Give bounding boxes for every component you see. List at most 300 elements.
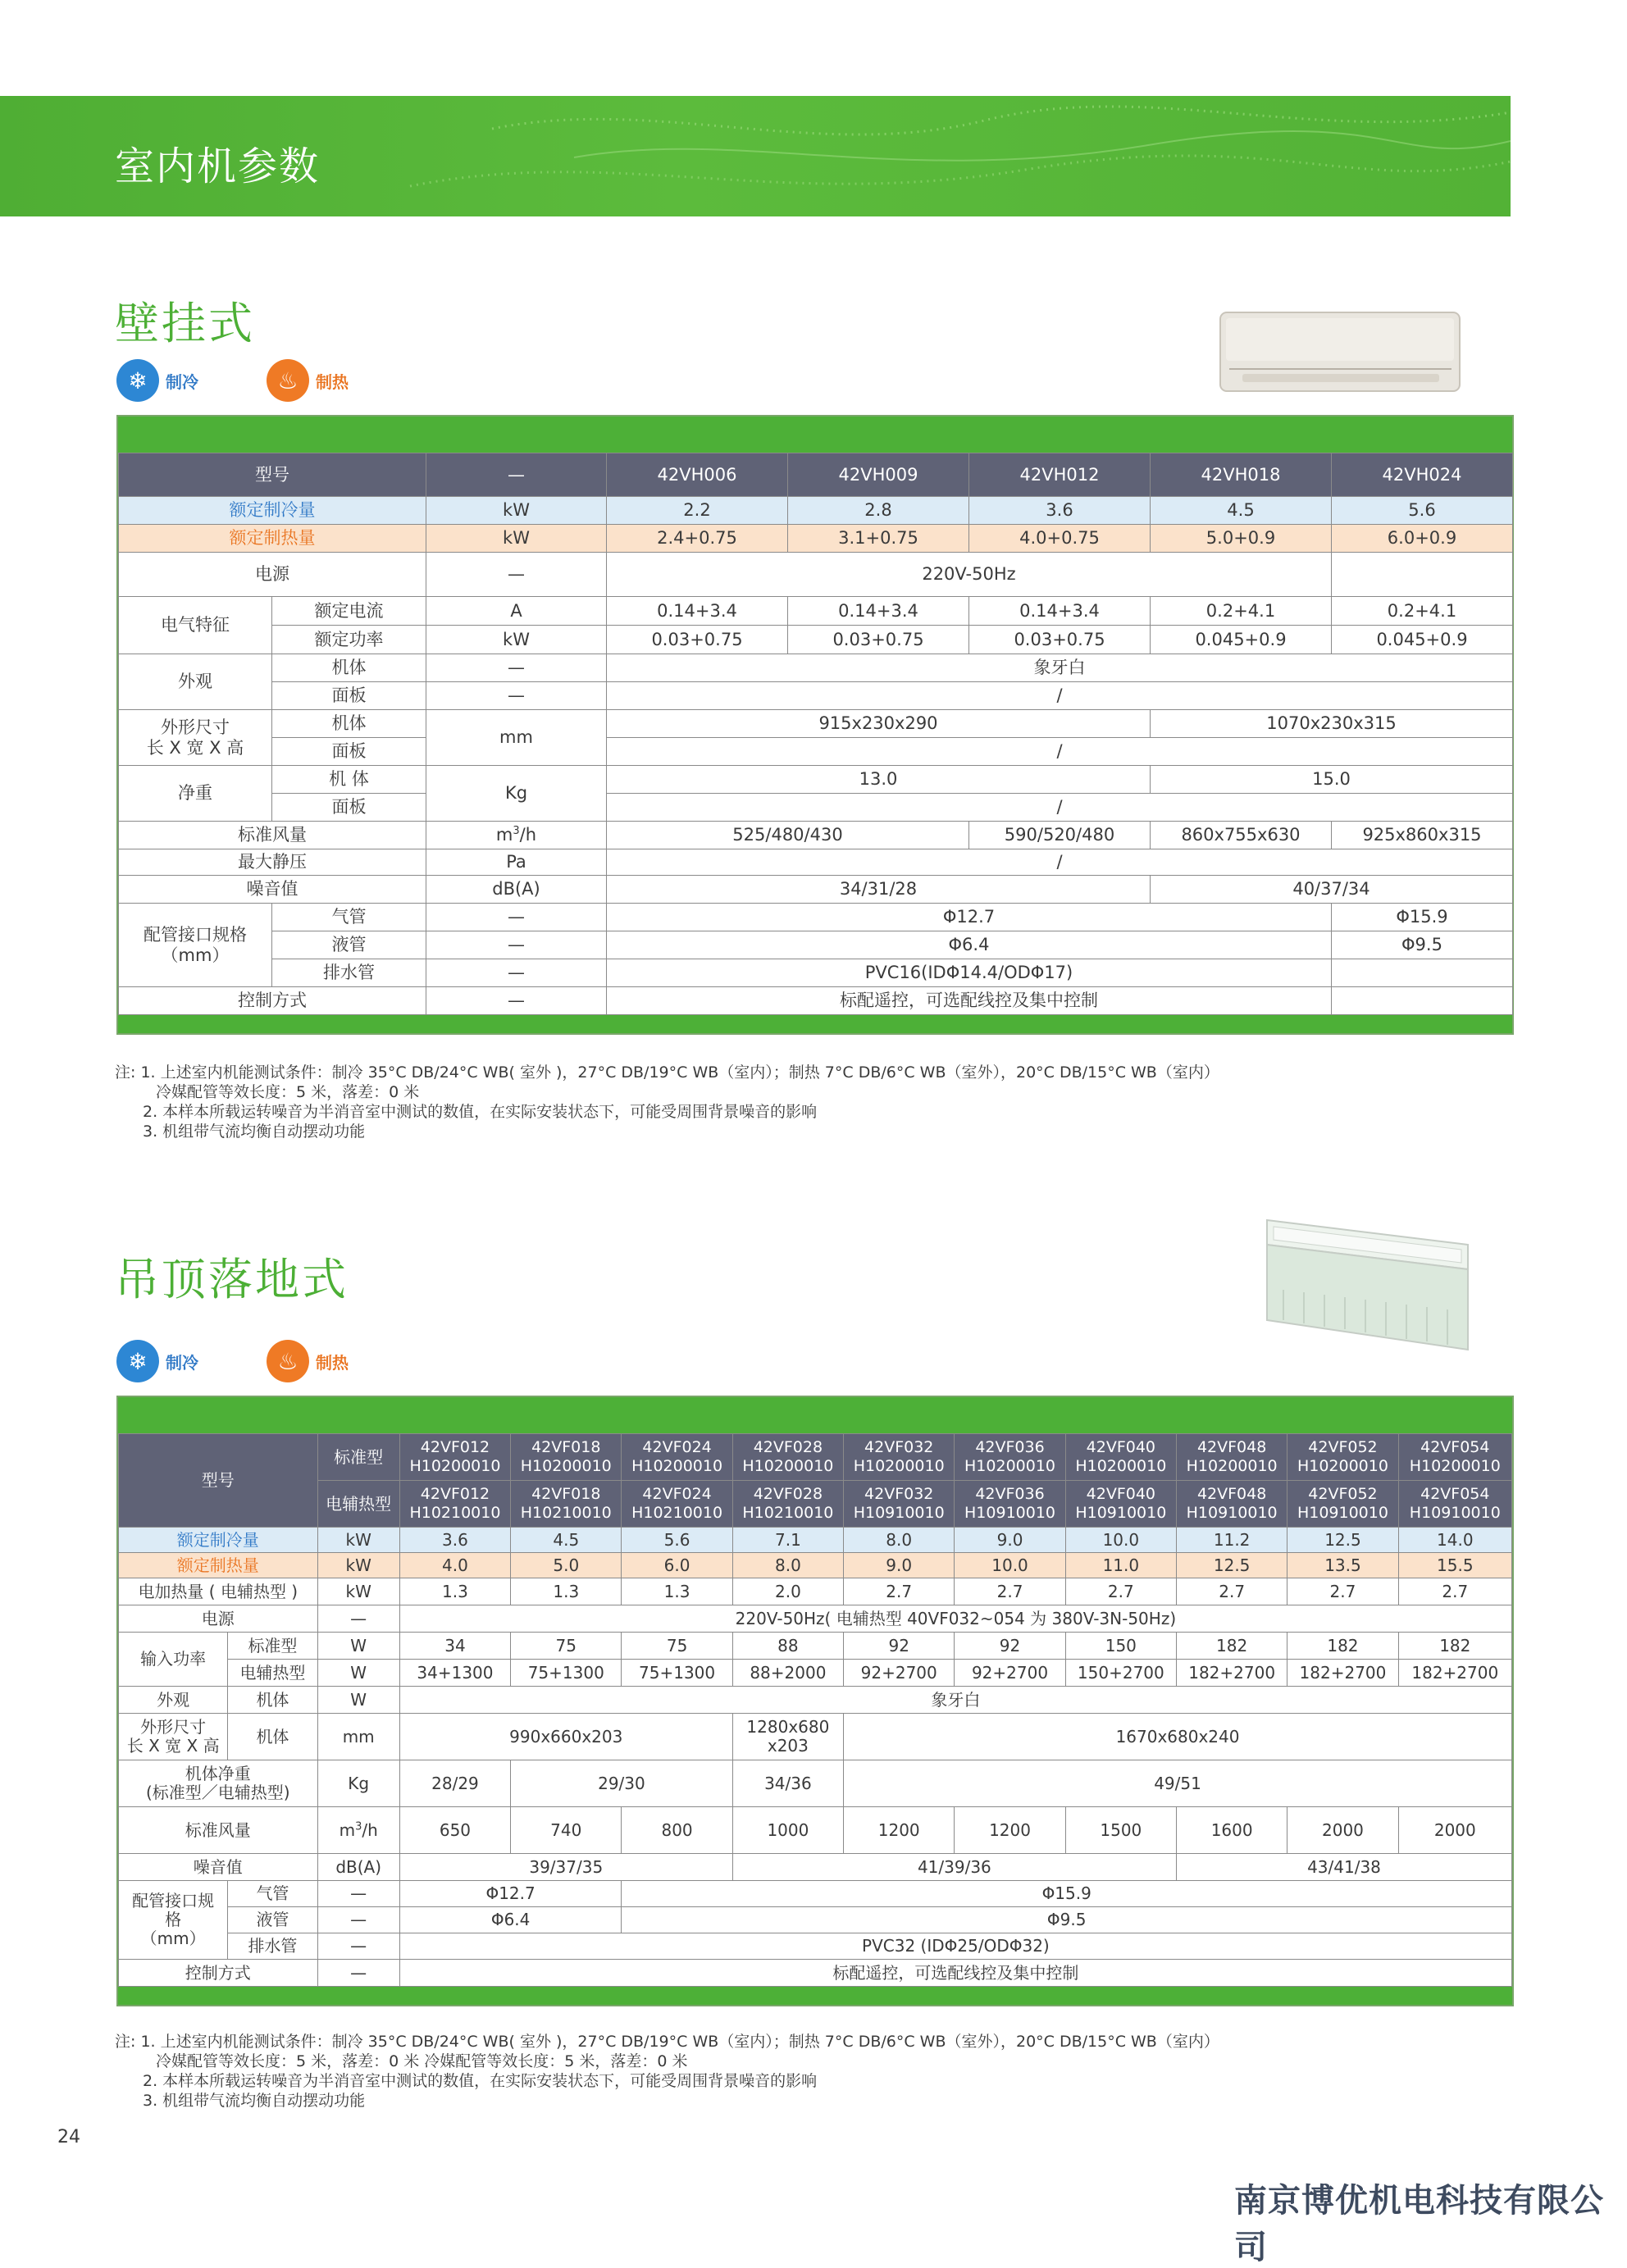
value-cell: 0.14+3.4 [969,597,1151,626]
model-code: 42VF052 [1308,1438,1378,1457]
value-cell: 150 [1065,1633,1176,1660]
model-code: 42VF036 [975,1438,1045,1457]
value-cell: 4.0+0.75 [969,525,1151,553]
wall-unit-image [1218,310,1464,395]
heat-label: 制热 [316,1352,349,1373]
value-cell: 14.0 [1398,1528,1511,1553]
value-cell: Φ15.9 [1332,904,1513,931]
unit-sup: 3 [513,825,520,838]
page-number: 24 [57,2127,80,2147]
value-cell: 11.0 [1065,1553,1176,1578]
row-label-noise: 噪音值 [119,1854,318,1881]
value-cell: 4.5 [511,1528,622,1553]
unit-cell: — [317,1605,399,1633]
note-line: 注: 1. 上述室内机能测试条件：制冷 35°C DB/24°C WB( 室外 )，27°C DB/19°C WB（室内）；制热 7°C DB/6°C WB（室外），20°C DB/15°C WB（室内） [115,1063,1219,1082]
model-variant: H10200010 [742,1457,834,1475]
sub-label: 机 体 [272,766,426,794]
model-cell [1287,1481,1398,1528]
model-cell [399,1481,510,1528]
value-cell: 2.7 [1176,1578,1287,1605]
model-variant: H10210010 [742,1504,834,1522]
row-label-power: 电源 [119,553,426,597]
value-cell: 1600 [1176,1807,1287,1854]
note-line: 2. 本样本所载运转噪音为半消音室中测试的数值，在实际安装状态下，可能受周围背景噪音的影响 [143,2072,818,2090]
value-cell: 标配遥控，可选配线控及集中控制 [399,1960,1511,1987]
value-cell [1332,959,1513,987]
table-row [119,1933,1512,1960]
table-row [119,1660,1512,1687]
value-cell: 75+1300 [511,1660,622,1687]
model-code: 42VF052 [1308,1485,1378,1504]
model-variant: H10200010 [1409,1457,1501,1475]
table-row [119,1760,1512,1807]
row-label-appearance: 外观 [119,1687,228,1714]
size-label-line1: 外形尺寸 [140,1717,207,1737]
value-cell: 9.0 [844,1553,955,1578]
model-cell [1065,1481,1176,1528]
unit-cell: — [317,1933,399,1960]
value-cell: 1670x680x240 [844,1714,1512,1760]
size-v2-line2: x203 [767,1736,809,1756]
size-label-line1: 外形尺寸 [161,717,230,738]
model-code: 42VF012 [420,1485,490,1504]
model-cell [1176,1434,1287,1481]
snowflake-icon: ❄ [116,359,159,402]
value-cell: 92+2700 [955,1660,1065,1687]
value-cell: 182 [1287,1633,1398,1660]
thermometer-icon: ♨ [267,1340,309,1382]
value-cell: 75 [511,1633,622,1660]
model-code: 42VF028 [753,1438,823,1457]
value-cell: 0.045+0.9 [1151,626,1332,654]
model-variant: H10200010 [631,1457,723,1475]
row-label-pipe [119,904,272,987]
table-row [119,1881,1512,1907]
table-row [119,1633,1512,1660]
value-cell: 650 [399,1807,510,1854]
value-cell: 92+2700 [844,1660,955,1687]
row-label-control: 控制方式 [119,987,426,1015]
model-cell: 42VH009 [788,453,969,497]
value-cell: 3.1+0.75 [788,525,969,553]
value-cell: 13.0 [607,766,1151,794]
weight-label-line2: (标准型／电辅热型) [145,1783,290,1802]
note-line: 冷媒配管等效长度：5 米，落差：0 米 [156,1083,420,1101]
unit-cell: mm [317,1714,399,1760]
value-cell: 39/37/35 [399,1854,732,1881]
table-row [119,738,1513,766]
value-cell: 182+2700 [1398,1660,1511,1687]
value-cell: 182+2700 [1176,1660,1287,1687]
section-title-ceiling: 吊顶落地式 [115,1254,349,1305]
pipe-label-line3: （mm） [140,1929,206,1948]
unit-cell: — [317,1960,399,1987]
table-row [119,904,1513,931]
table-row [119,1578,1512,1605]
sub-label: 面板 [272,738,426,766]
unit-cell: — [426,987,607,1015]
table-row [119,1605,1512,1633]
note-line: 3. 机组带气流均衡自动摆动功能 [143,2092,366,2110]
model-variant: H10210010 [520,1504,612,1522]
unit-cell: — [426,553,607,597]
wall-spec-table [116,415,1514,1035]
header-dash: — [426,453,607,497]
model-variant: H10910010 [853,1504,945,1522]
value-cell: 10.0 [955,1553,1065,1578]
unit-cell: mm [426,710,607,766]
table-top-bar [118,1397,1512,1433]
value-cell: 15.5 [1398,1553,1511,1578]
unit-cell: kW [426,525,607,553]
sub-label: 机体 [228,1687,317,1714]
model-code: 42VF032 [864,1438,934,1457]
model-code: 42VF040 [1086,1485,1156,1504]
row-label-appearance: 外观 [119,654,272,710]
model-cell [511,1434,622,1481]
value-cell: 41/39/36 [732,1854,1176,1881]
value-cell: Φ12.7 [399,1881,622,1907]
table-top-bar [118,417,1512,453]
model-code: 42VF028 [753,1485,823,1504]
ceiling-unit-image [1259,1212,1480,1353]
value-cell: 0.03+0.75 [607,626,788,654]
value-cell: 88 [732,1633,843,1660]
value-cell: 2.7 [955,1578,1065,1605]
table-row [119,1960,1512,1987]
unit-main: m [339,1819,356,1840]
model-variant: H10200010 [964,1457,1056,1475]
sub-label: 额定电流 [272,597,426,626]
value-cell: 49/51 [844,1760,1512,1807]
value-cell: 9.0 [955,1528,1065,1553]
model-cell [844,1434,955,1481]
table-row [119,497,1513,525]
table-row [119,597,1513,626]
value-cell: 40/37/34 [1151,876,1513,904]
value-cell: Φ6.4 [607,931,1332,959]
table-row [119,525,1513,553]
section-title-wall: 壁挂式 [115,298,255,349]
unit-cell: — [317,1907,399,1933]
value-cell: 0.03+0.75 [788,626,969,654]
unit-tail: /h [519,825,537,845]
table-row [119,1807,1512,1854]
header-std: 标准型 [317,1434,399,1481]
row-label-heating: 额定制热量 [119,1553,318,1578]
sub-label: 电辅热型 [228,1660,317,1687]
model-variant: H10910010 [1297,1504,1388,1522]
model-variant: H10200010 [409,1457,501,1475]
table-row [119,654,1513,682]
row-label-cooling: 额定制冷量 [119,497,426,525]
unit-cell: — [426,959,607,987]
value-cell: Φ9.5 [622,1907,1512,1933]
row-label-eheat: 电加热量 ( 电辅热型 ) [119,1578,318,1605]
model-code: 42VF032 [864,1485,934,1504]
value-cell: 5.6 [622,1528,732,1553]
value-cell: Φ9.5 [1332,931,1513,959]
table-row [119,1854,1512,1881]
sub-label: 气管 [272,904,426,931]
sub-label: 液管 [272,931,426,959]
table-row [119,710,1513,738]
unit-cell: — [426,904,607,931]
row-label-airflow: 标准风量 [119,822,426,849]
row-label-airflow: 标准风量 [119,1807,318,1854]
table-row [119,794,1513,822]
row-label-weight: 净重 [119,766,272,822]
value-cell: 5.6 [1332,497,1513,525]
value-cell: 590/520/480 [969,822,1151,849]
cool-badge [116,1340,198,1382]
model-variant: H10200010 [520,1457,612,1475]
model-code: 42VF054 [1420,1438,1490,1457]
model-variant: H10200010 [1297,1457,1388,1475]
weight-label-line1: 机体净重 [185,1764,251,1783]
row-label-cooling: 额定制冷量 [119,1528,318,1553]
unit-cell: kW [426,497,607,525]
model-cell [955,1481,1065,1528]
value-cell: 0.14+3.4 [788,597,969,626]
model-variant: H10200010 [853,1457,945,1475]
model-code: 42VF036 [975,1485,1045,1504]
unit-cell: — [426,931,607,959]
cool-label: 制冷 [166,371,198,392]
value-cell: 29/30 [511,1760,733,1807]
unit-cell: Pa [426,849,607,876]
value-cell: 0.03+0.75 [969,626,1151,654]
table-bottom-bar [118,1987,1512,2005]
model-variant: H10210010 [409,1504,501,1522]
value-cell: 6.0 [622,1553,732,1578]
unit-cell [426,822,607,849]
page-title: 室内机参数 [115,143,321,189]
value-cell: 1500 [1065,1807,1176,1854]
sub-label: 机体 [272,710,426,738]
unit-cell: W [317,1660,399,1687]
notes-ceiling [115,2032,1219,2111]
value-cell: 75+1300 [622,1660,732,1687]
table-row [119,849,1513,876]
note-line: 注: 1. 上述室内机能测试条件：制冷 35°C DB/24°C WB( 室外 )，27°C DB/19°C WB（室内）；制热 7°C DB/6°C WB（室外），20°C DB/15°C WB（室内） [115,2033,1219,2051]
sub-label: 排水管 [228,1933,317,1960]
value-cell: 12.5 [1176,1553,1287,1578]
value-cell: Φ12.7 [607,904,1332,931]
model-cell [1398,1481,1511,1528]
table-row [119,1714,1512,1760]
value-cell: 75 [622,1633,732,1660]
unit-main: m [495,825,513,845]
model-cell [732,1481,843,1528]
value-cell: 0.045+0.9 [1332,626,1513,654]
value-cell: 1200 [955,1807,1065,1854]
value-cell: 92 [844,1633,955,1660]
size-v2-line1: 1280x680 [746,1717,830,1737]
value-cell: 4.0 [399,1553,510,1578]
value-cell: 28/29 [399,1760,510,1807]
value-cell [1332,553,1513,597]
pipe-label-line1: 配管接口规 [132,1891,215,1910]
unit-cell: Kg [317,1760,399,1807]
model-code: 42VF024 [642,1438,712,1457]
header-model: 型号 [119,453,426,497]
model-cell [955,1434,1065,1481]
size-label-line2: 长 X 宽 X 高 [146,737,244,758]
sub-label: 面板 [272,794,426,822]
sub-label: 气管 [228,1881,317,1907]
note-line: 冷媒配管等效长度：5 米，落差：0 米 冷媒配管等效长度：5 米，落差：0 米 [156,2052,688,2070]
model-variant: H10910010 [964,1504,1056,1522]
sub-label: 面板 [272,682,426,710]
company-name: 南京博优机电科技有限公司 [1234,2182,1604,2266]
value-cell: / [607,849,1513,876]
value-cell: 1070x230x315 [1151,710,1513,738]
value-cell: 5.0+0.9 [1151,525,1332,553]
model-cell [511,1481,622,1528]
table-row [119,931,1513,959]
value-cell: 43/41/38 [1176,1854,1511,1881]
value-cell: 2.4+0.75 [607,525,788,553]
ceiling-spec-table [116,1396,1514,2006]
table-row [119,766,1513,794]
value-cell: 182 [1398,1633,1511,1660]
model-cell [1065,1434,1176,1481]
value-cell: 2.7 [844,1578,955,1605]
model-code: 42VF040 [1086,1438,1156,1457]
model-cell: 42VH024 [1332,453,1513,497]
value-cell: 88+2000 [732,1660,843,1687]
value-cell: 34+1300 [399,1660,510,1687]
header-model: 型号 [119,1434,318,1528]
value-cell: 0.2+4.1 [1151,597,1332,626]
unit-cell: kW [426,626,607,654]
size-label-line2: 长 X 宽 X 高 [126,1736,220,1756]
value-cell: 2.7 [1398,1578,1511,1605]
model-variant: H10210010 [631,1504,723,1522]
cool-label: 制冷 [166,1352,198,1373]
value-cell: 1.3 [622,1578,732,1605]
value-cell: 860x755x630 [1151,822,1332,849]
model-code: 42VF054 [1420,1485,1490,1504]
unit-cell: W [317,1687,399,1714]
model-cell: 42VH018 [1151,453,1332,497]
value-cell: 915x230x290 [607,710,1151,738]
value-cell: Φ15.9 [622,1881,1512,1907]
value-cell: 2000 [1398,1807,1511,1854]
value-cell: 10.0 [1065,1528,1176,1553]
table-row [119,1687,1512,1714]
table-row [119,626,1513,654]
unit-cell: kW [317,1553,399,1578]
row-label-noise: 噪音值 [119,876,426,904]
heat-label: 制热 [316,371,349,392]
sub-label: 液管 [228,1907,317,1933]
model-cell: 42VH006 [607,453,788,497]
table-row [119,1907,1512,1933]
sub-label: 额定功率 [272,626,426,654]
value-cell: 150+2700 [1065,1660,1176,1687]
value-cell: 800 [622,1807,732,1854]
model-code: 42VF048 [1196,1485,1267,1504]
table-row [119,876,1513,904]
model-cell [1287,1434,1398,1481]
model-cell: 42VH012 [969,453,1151,497]
value-cell: 0.2+4.1 [1332,597,1513,626]
unit-cell: — [317,1881,399,1907]
value-cell: 5.0 [511,1553,622,1578]
model-code: 42VF012 [420,1438,490,1457]
unit-cell: dB(A) [317,1854,399,1881]
row-label-electric: 电气特征 [119,597,272,654]
heat-badge [267,1340,349,1382]
table-row [119,1553,1512,1578]
row-label-power: 电源 [119,1605,318,1633]
value-cell: Φ6.4 [399,1907,622,1933]
value-cell: 1.3 [399,1578,510,1605]
model-code: 42VF024 [642,1485,712,1504]
cool-badge [116,359,198,402]
table-row [119,553,1513,597]
value-cell: 740 [511,1807,622,1854]
unit-cell: kW [317,1528,399,1553]
pipe-label-line2: （mm） [161,945,230,965]
unit-cell: dB(A) [426,876,607,904]
value-cell: 34/31/28 [607,876,1151,904]
value-cell: 1.3 [511,1578,622,1605]
table-row [119,1434,1512,1481]
value-cell: 220V-50Hz( 电辅热型 40VF032~054 为 380V-3N-50Hz) [399,1605,1511,1633]
model-variant: H10910010 [1409,1504,1501,1522]
value-cell: 2.7 [1287,1578,1398,1605]
value-cell [732,1714,843,1760]
model-cell [622,1481,732,1528]
model-variant: H10200010 [1075,1457,1167,1475]
value-cell: / [607,738,1513,766]
model-variant: H10200010 [1186,1457,1278,1475]
thermometer-icon: ♨ [267,359,309,402]
sub-label: 机体 [228,1714,317,1760]
value-cell: 2.8 [788,497,969,525]
value-cell: 2.7 [1065,1578,1176,1605]
unit-cell: — [426,654,607,682]
model-cell [844,1481,955,1528]
value-cell: 12.5 [1287,1528,1398,1553]
model-code: 42VF018 [531,1438,601,1457]
row-label-control: 控制方式 [119,1960,318,1987]
unit-cell: Kg [426,766,607,822]
value-cell: 标配遥控，可选配线控及集中控制 [607,987,1332,1015]
unit-sup: 3 [355,1819,362,1833]
value-cell: 6.0+0.9 [1332,525,1513,553]
heat-badge [267,359,349,402]
table-row [119,453,1513,497]
model-cell [622,1434,732,1481]
sub-label: 排水管 [272,959,426,987]
table-row [119,682,1513,710]
value-cell [1332,987,1513,1015]
row-label-size [119,710,272,766]
sub-label: 机体 [272,654,426,682]
row-label-heating: 额定制热量 [119,525,426,553]
value-cell: 182+2700 [1287,1660,1398,1687]
value-cell: 3.6 [399,1528,510,1553]
value-cell: 13.5 [1287,1553,1398,1578]
value-cell: 182 [1176,1633,1287,1660]
model-code: 42VF018 [531,1485,601,1504]
notes-wall [115,1063,1219,1141]
value-cell: 220V-50Hz [607,553,1332,597]
